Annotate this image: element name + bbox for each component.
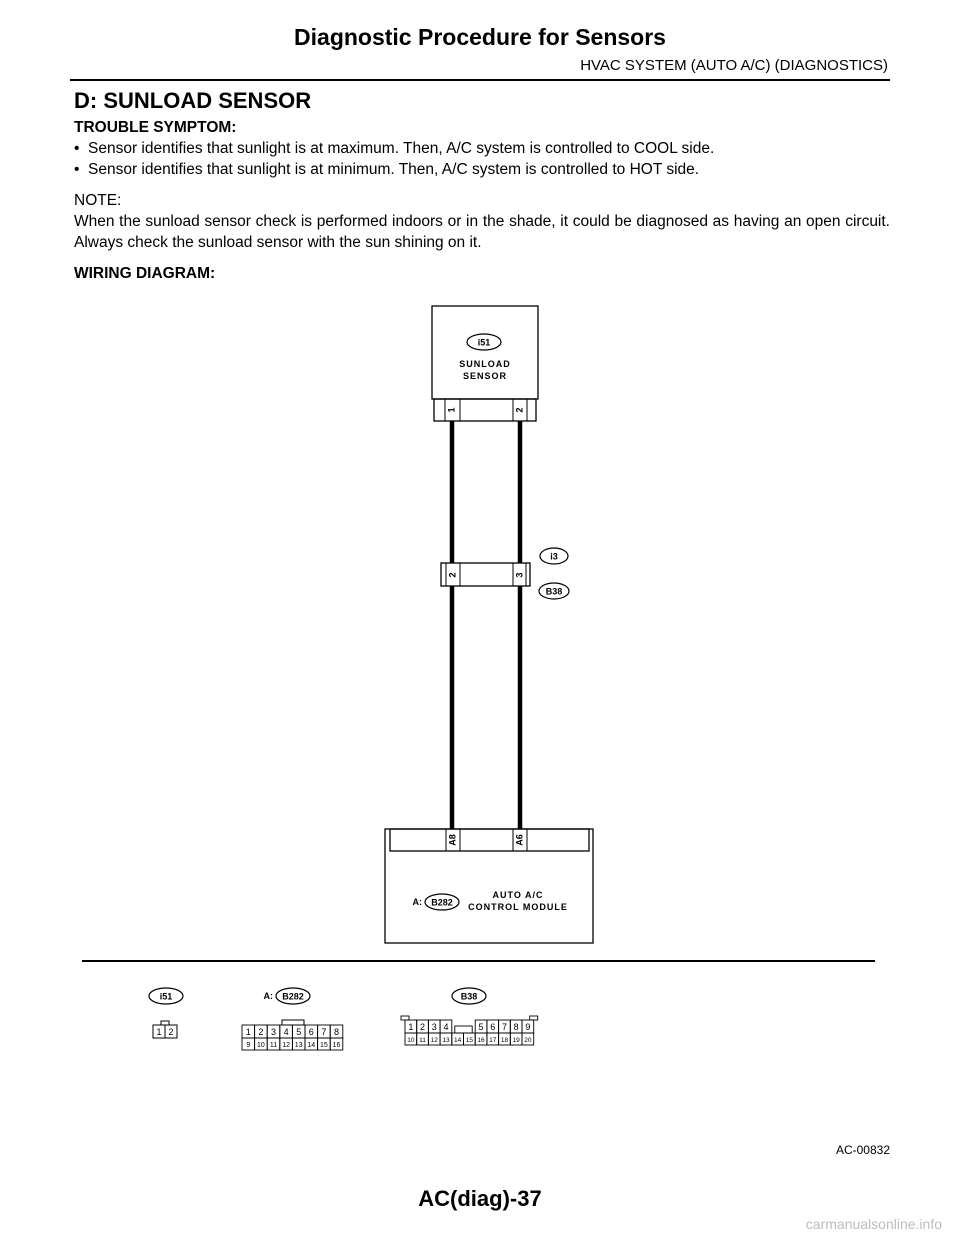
legend-pin: 10 xyxy=(257,1042,265,1049)
wires xyxy=(452,421,520,829)
legend-pin: 1 xyxy=(245,1027,251,1037)
legend-pin: 14 xyxy=(454,1037,462,1044)
module-name-line1: AUTO A/C xyxy=(492,890,544,900)
junction-connector xyxy=(441,548,569,599)
legend-pin: 9 xyxy=(525,1022,531,1032)
sensor-name-line2: SENSOR xyxy=(462,371,508,381)
legend-pin: 16 xyxy=(477,1037,485,1044)
sunload-sensor xyxy=(432,306,538,421)
auto-ac-control-module xyxy=(385,829,593,943)
legend-pin: 7 xyxy=(321,1027,327,1037)
legend-pin: 1 xyxy=(408,1022,414,1032)
watermark: carmanualsonline.info xyxy=(805,1216,942,1232)
page-title: Diagnostic Procedure for Sensors xyxy=(294,24,666,50)
connector-key-notch xyxy=(530,1016,538,1020)
legend-pin: 12 xyxy=(430,1037,438,1044)
legend-pin: 8 xyxy=(513,1022,519,1032)
legend-b282-label: B282 xyxy=(282,991,304,1002)
sensor-name-line1: SUNLOAD xyxy=(459,359,511,369)
legend-pin: 20 xyxy=(524,1037,532,1044)
junction-connector-label-top: i3 xyxy=(550,551,558,562)
legend-pin: 4 xyxy=(443,1022,449,1032)
legend-pin: 10 xyxy=(407,1037,415,1044)
module-connector-prefix: A: xyxy=(412,897,422,907)
legend-b38 xyxy=(401,988,538,1045)
legend-pin: 5 xyxy=(296,1027,302,1037)
connector-key-gap xyxy=(455,1026,472,1033)
legend-pin: 8 xyxy=(333,1027,340,1037)
legend-pin: 15 xyxy=(465,1037,473,1044)
legend-pin: 7 xyxy=(501,1022,507,1032)
legend-i51-label: i51 xyxy=(159,991,173,1002)
module-pin-a8: A8 xyxy=(447,834,458,846)
legend-pin: 16 xyxy=(332,1042,341,1049)
page-subtitle: HVAC SYSTEM (AUTO A/C) (DIAGNOSTICS) xyxy=(580,57,888,74)
legend-pin: 15 xyxy=(320,1042,328,1049)
trouble-symptom-label: TROUBLE SYMPTOM: xyxy=(74,119,237,136)
junction-pin-3: 3 xyxy=(514,572,525,578)
legend-i51 xyxy=(149,988,183,1038)
legend-pin: 1 xyxy=(156,1027,162,1037)
figure-code: AC-00832 xyxy=(835,1143,890,1157)
legend-pin: 18 xyxy=(500,1037,509,1044)
connector-key-notch xyxy=(401,1016,409,1020)
sensor-pin-1: 1 xyxy=(446,407,457,413)
legend-pin: 6 xyxy=(490,1022,496,1032)
sensor-pin-2: 2 xyxy=(514,407,525,413)
junction-pin-2: 2 xyxy=(447,572,458,578)
legend-b282-prefix: A: xyxy=(263,991,273,1001)
junction-connector-label-bottom: B38 xyxy=(545,586,563,597)
module-pin-a6: A6 xyxy=(514,834,525,846)
legend-pin: 11 xyxy=(269,1042,278,1049)
note-text: When the sunload sensor check is performed indoors or in the shade, it could be diagnosed as having an open circuit. Always check the sunload sensor with the sun shining on it. xyxy=(74,213,890,251)
sensor-connector-label: i51 xyxy=(477,337,491,348)
legend-pin: 13 xyxy=(442,1037,450,1044)
note-label: NOTE: xyxy=(74,192,122,209)
legend-pin: 9 xyxy=(246,1042,251,1049)
section-title: D: SUNLOAD SENSOR xyxy=(74,88,312,113)
legend-pin: 13 xyxy=(294,1042,303,1049)
legend-pin: 14 xyxy=(307,1042,316,1049)
legend-pin: 19 xyxy=(512,1037,520,1044)
legend-pin: 5 xyxy=(478,1022,484,1032)
legend-pin: 6 xyxy=(308,1027,314,1037)
symptom-item: • Sensor identifies that sunlight is at minimum. Then, A/C system is controlled to HOT side. xyxy=(74,159,890,180)
legend-pin: 11 xyxy=(419,1037,426,1044)
legend-pin: 3 xyxy=(431,1022,437,1032)
legend-pin: 4 xyxy=(283,1027,289,1037)
legend-pin: 2 xyxy=(420,1022,426,1032)
legend-pin: 2 xyxy=(258,1027,264,1037)
legend-pin: 12 xyxy=(282,1042,290,1049)
legend-b38-label: B38 xyxy=(460,991,478,1002)
module-connector-label: B282 xyxy=(431,897,453,908)
legend-b282 xyxy=(242,988,343,1050)
wiring-diagram-label: WIRING DIAGRAM: xyxy=(74,265,216,282)
legend-pin: 2 xyxy=(168,1027,174,1037)
legend-pin: 17 xyxy=(489,1037,497,1044)
legend-pin: 3 xyxy=(270,1027,277,1037)
symptom-item: • Sensor identifies that sunlight is at maximum. Then, A/C system is controlled to COOL side. xyxy=(74,138,890,159)
module-name-line2: CONTROL MODULE xyxy=(468,902,568,912)
page-number: AC(diag)-37 xyxy=(418,1186,542,1211)
